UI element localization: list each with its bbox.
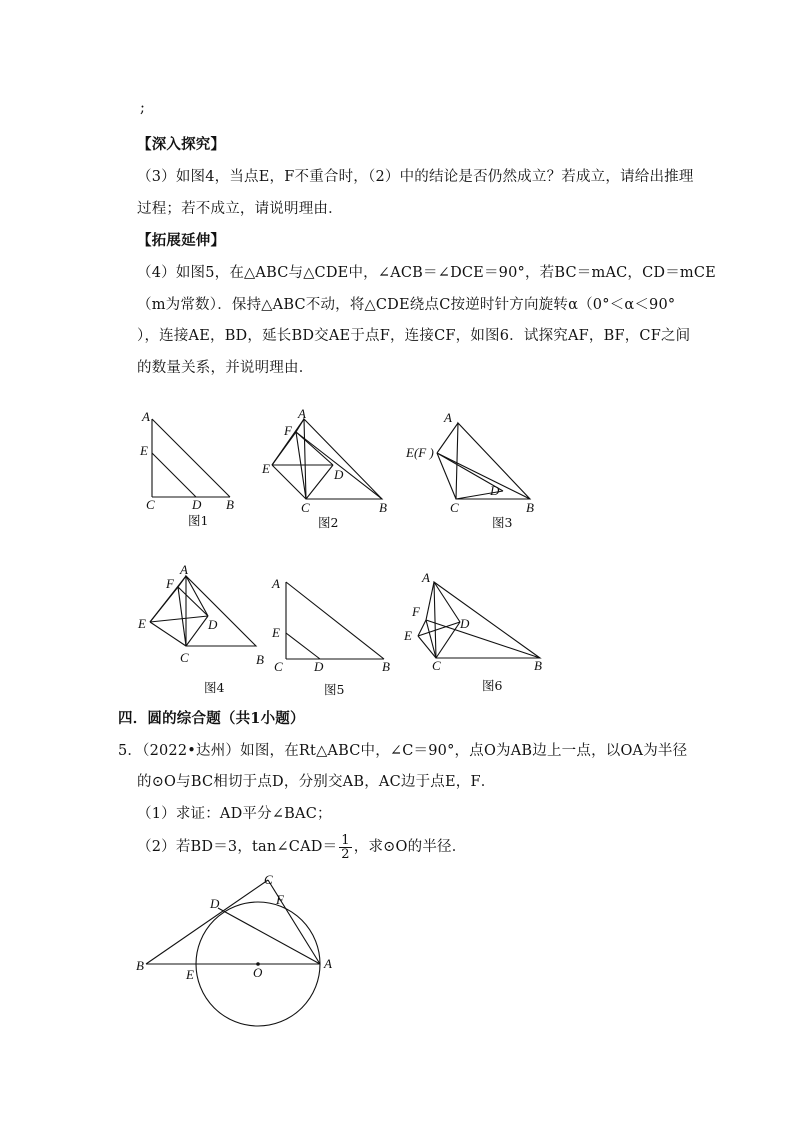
fig2-segment-CD: [306, 465, 333, 499]
fig2-label-D: D: [334, 467, 344, 482]
section-extension-heading: 【拓展延伸】: [137, 232, 226, 249]
circle-label-E: E: [186, 967, 194, 982]
fig1-label-A: A: [142, 409, 150, 424]
fig5-label-C: C: [274, 659, 283, 674]
fig1-label-E: E: [140, 443, 148, 458]
circle-label-C: C: [264, 872, 273, 887]
top-mark: ;: [140, 100, 146, 116]
figure-6: [398, 560, 558, 704]
fig3-segment-EA: [437, 423, 458, 453]
circle-label-F: F: [276, 892, 284, 907]
figure-1: [130, 405, 250, 539]
circle-figure: [130, 868, 360, 1042]
fig2-label-C: C: [301, 500, 310, 515]
fraction-denominator: 2: [341, 846, 350, 862]
question-5-sub-2-text: （2）若BD＝3，tan∠CAD＝: [137, 839, 338, 855]
fig3-label-D: D: [490, 483, 500, 498]
question-3-line-1: （3）如图4，当点E，F不重合时，（2）中的结论是否仍然成立？若成立，请给出推理: [137, 169, 694, 185]
fig1-segment-ED: [152, 453, 196, 497]
fig4-segment-AD: [186, 576, 208, 616]
fig2-label-E: E: [262, 461, 270, 476]
fig4-label-D: D: [208, 617, 218, 632]
question-5-line-1: 5．（2022•达州）如图，在Rt△ABC中，∠C＝90°，点O为AB边上一点，以OA为半径: [118, 743, 688, 759]
fig6-caption: 图6: [482, 678, 503, 693]
fig6-label-B: B: [534, 658, 542, 673]
fig6-label-E: E: [404, 628, 412, 643]
fig4-segment-CD: [186, 616, 208, 646]
fig6-label-D: D: [460, 616, 470, 631]
fig4-segment-FD: [178, 587, 208, 616]
question-4-line-3: ），连接AE，BD，延长BD交AE于点F，连接CF，如图6．试探究AF，BF，CF之间: [137, 328, 691, 344]
fig4-triangle-ABC: [186, 576, 256, 646]
fig1-label-B: B: [226, 497, 234, 512]
question-3-line-2: 过程；若不成立，请说明理由．: [137, 201, 343, 217]
fig4-label-A: A: [180, 562, 188, 577]
figure-4: [134, 560, 274, 704]
fraction-one-half: [339, 834, 351, 861]
fig6-label-A: A: [422, 570, 430, 585]
fig5-label-B: B: [382, 659, 390, 674]
fig4-label-B: B: [256, 652, 264, 667]
fig3-label-A: A: [444, 410, 452, 425]
fig4-segment-FC: [178, 587, 186, 646]
fig2-label-A: A: [298, 406, 306, 421]
fig4-segment-ED: [150, 616, 208, 622]
figure-2: [258, 405, 398, 539]
fig5-caption: 图5: [324, 682, 345, 697]
fig1-segment-AB: [152, 419, 230, 497]
circle-label-D: D: [210, 896, 220, 911]
fig5-label-E: E: [272, 625, 280, 640]
question-5-sub-2-tail: ，求⊙O的半径．: [353, 839, 467, 855]
segment-DA: [218, 908, 320, 964]
fig5-segment-ED: [286, 633, 320, 659]
fig3-label-EF: E(F ): [406, 445, 434, 460]
fig6-label-F: F: [412, 604, 420, 619]
fig1-label-D: D: [192, 497, 202, 512]
figure-5: [268, 560, 408, 704]
circle-label-A: A: [324, 956, 332, 971]
fig2-label-F: F: [284, 423, 292, 438]
fig1-caption: 图1: [188, 513, 209, 528]
fig6-label-C: C: [432, 658, 441, 673]
fig4-label-F: F: [166, 576, 174, 591]
fig4-segment-EC: [150, 622, 186, 646]
fig6-segment-FB: [426, 620, 540, 658]
fig5-label-D: D: [314, 659, 324, 674]
question-5-sub-1: （1）求证：AD平分∠BAC；: [137, 806, 332, 822]
question-4-line-1: （4）如图5，在△ABC与△CDE中，∠ACB＝∠DCE＝90°，若BC＝mAC，CD＝mCE: [137, 265, 716, 281]
question-5-line-2: 的⊙O与BC相切于点D，分别交AB，AC边于点E，F．: [137, 774, 496, 790]
fig2-caption: 图2: [318, 515, 339, 530]
fig2-segment-EC: [272, 465, 306, 499]
fig3-segment-EC: [437, 453, 456, 499]
fig3-caption: 图3: [492, 515, 513, 530]
fig5-label-A: A: [272, 576, 280, 591]
fraction-numerator: 1: [341, 832, 350, 848]
fig6-segment-FA: [426, 582, 434, 620]
fig3-label-B: B: [526, 500, 534, 515]
circle-label-O: O: [253, 965, 263, 980]
circle-label-B: B: [136, 958, 144, 973]
question-4-line-2: （m为常数）．保持△ABC不动，将△CDE绕点C按逆时针方向旋转α（0°＜α＜90°: [137, 297, 676, 313]
fig3-label-C: C: [450, 500, 459, 515]
fig4-label-C: C: [180, 650, 189, 665]
fig2-label-B: B: [379, 500, 387, 515]
section-4-title: 四．圆的综合题（共1小题）: [118, 710, 305, 727]
fig3-segment-FB: [437, 453, 530, 499]
fig4-caption: 图4: [204, 680, 225, 695]
section-deep-heading: 【深入探究】: [137, 136, 226, 153]
fig6-triangle-ABC: [434, 582, 540, 658]
fig1-label-C: C: [146, 497, 155, 512]
fig5-segment-AB: [286, 582, 384, 659]
question-4-line-4: 的数量关系，并说明理由．: [137, 360, 314, 376]
figure-3: [404, 405, 544, 539]
segment-BC: [146, 880, 268, 964]
fig6-segment-AD: [434, 582, 460, 622]
question-5-sub-2: [137, 832, 466, 862]
fig4-label-E: E: [138, 616, 146, 631]
